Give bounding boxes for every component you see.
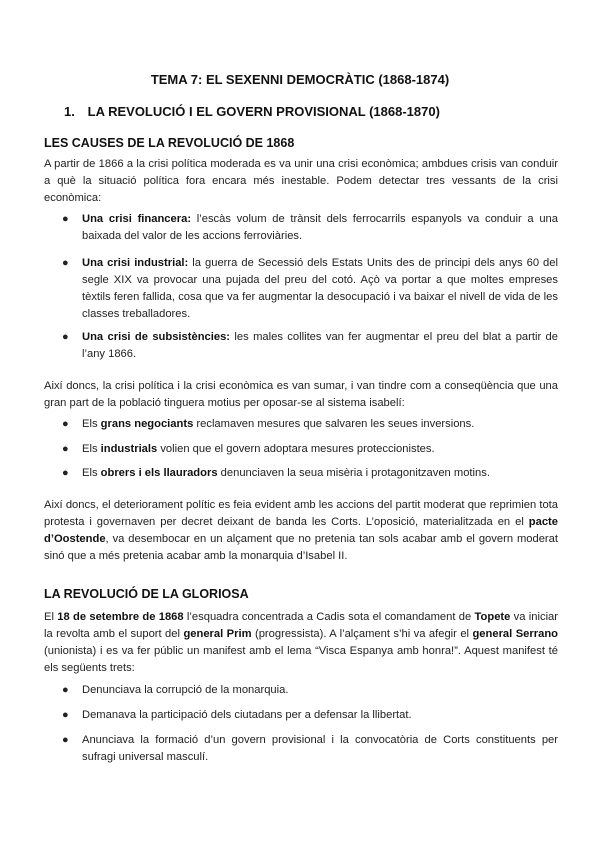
bullet-icon: ● <box>62 213 69 225</box>
bullet-icon: ● <box>62 684 69 696</box>
causes-heading: LES CAUSES DE LA REVOLUCIÓ DE 1868 <box>44 136 295 150</box>
group-item: ● Els grans negociants reclamaven mesures que salvaren les seues inversions. <box>82 416 558 433</box>
crisis-item-subsistence <box>62 329 558 363</box>
crisis-label: Una crisi de subsistències: <box>82 331 231 343</box>
crisis-text: l’escàs volum de trànsit dels ferrocarrils espanyols va conduir a una baixada del valor de les accions ferroviàries. <box>82 213 558 242</box>
bullet-icon: ● <box>62 709 69 721</box>
gloriosa-heading: LA REVOLUCIÓ DE LA GLORIOSA <box>44 587 249 601</box>
trait-item: ● Denunciava la corrupció de la monarquia. <box>82 682 558 699</box>
bullet-icon: ● <box>62 257 69 269</box>
crisis-label: Una crisi industrial: <box>82 257 189 269</box>
group-item: ● Els obrers i els llauradors denunciaven la seua misèria i protagonitzaven motins. <box>82 465 558 482</box>
bullet-icon: ● <box>62 443 69 455</box>
section-heading <box>64 104 440 119</box>
bullet-icon: ● <box>62 331 69 343</box>
gloriosa-intro: El 18 de setembre de 1868 l’esquadra concentrada a Cadis sota el comandament de Topete va iniciar la revolta amb el suport del general Prim (progressista). A l’alçament s’hi va afegir el general Serrano (unionista) i es va fer públic un manifest amb el lema “Visca Espanya amb honra!”. Aquest manifest té els següents trets: <box>44 611 559 674</box>
crisis-label: Una crisi financera: <box>82 213 192 225</box>
causes-paragraph-2: Així doncs, la crisi política i la crisi econòmica es van sumar, i van tindre com a conseqüència que una gran part de la població tinguera motius per oposar-se al sistema isabelí: <box>44 380 558 409</box>
causes-intro: A partir de 1866 a la crisi política moderada es va unir una crisi econòmica; ambdues crisis van conduir a què la situació política fora encara més inestable. Podem detectar tres vessants de la crisi econòmica: <box>44 158 558 204</box>
section-number: 1. <box>64 104 75 119</box>
bullet-icon: ● <box>62 418 69 430</box>
crisis-text: la guerra de Secessió dels Estats Units des de principi dels anys 60 del segle XIX va provocar una pujada del preu del cotó. Açò va portar a que moltes empreses tèxtils feren fallida, cosa que va fer augmentar la desocupació i va baixar el nivell de vida de les classes treballadores. <box>82 257 558 320</box>
page-title: TEMA 7: EL SEXENNI DEMOCRÀTIC (1868-1874) <box>150 72 450 87</box>
crisis-item-financial <box>62 211 558 245</box>
causes-paragraph-3: Així doncs, el deteriorament polític es feia evident amb les accions del partit moderat que reprimien tota protesta i governaven per decret deixant de banda les Corts. L’oposició, materialitzada en el pacte d’Oostende, va desembocar en un alçament que no pretenia tan sols acabar amb el govern moderat sinó que a més pretenia acabar amb la monarquia d’Isabel II. <box>44 499 558 562</box>
trait-item: ● Demanava la participació dels ciutadans per a defensar la llibertat. <box>82 707 558 724</box>
crisis-text: les males collites van fer augmentar el preu del blat a partir de l’any 1866. <box>82 331 558 360</box>
trait-item: ● Anunciava la formació d’un govern provisional i la convocatòria de Corts constituents per sufragi universal masculí. <box>62 734 558 763</box>
bullet-icon: ● <box>62 734 69 746</box>
bullet-icon: ● <box>62 467 69 479</box>
section-title: LA REVOLUCIÓ I EL GOVERN PROVISIONAL (1868-1870) <box>87 104 440 119</box>
crisis-item-industrial <box>62 255 558 323</box>
group-item: ● Els industrials volien que el govern adoptara mesures proteccionistes. <box>82 441 558 458</box>
